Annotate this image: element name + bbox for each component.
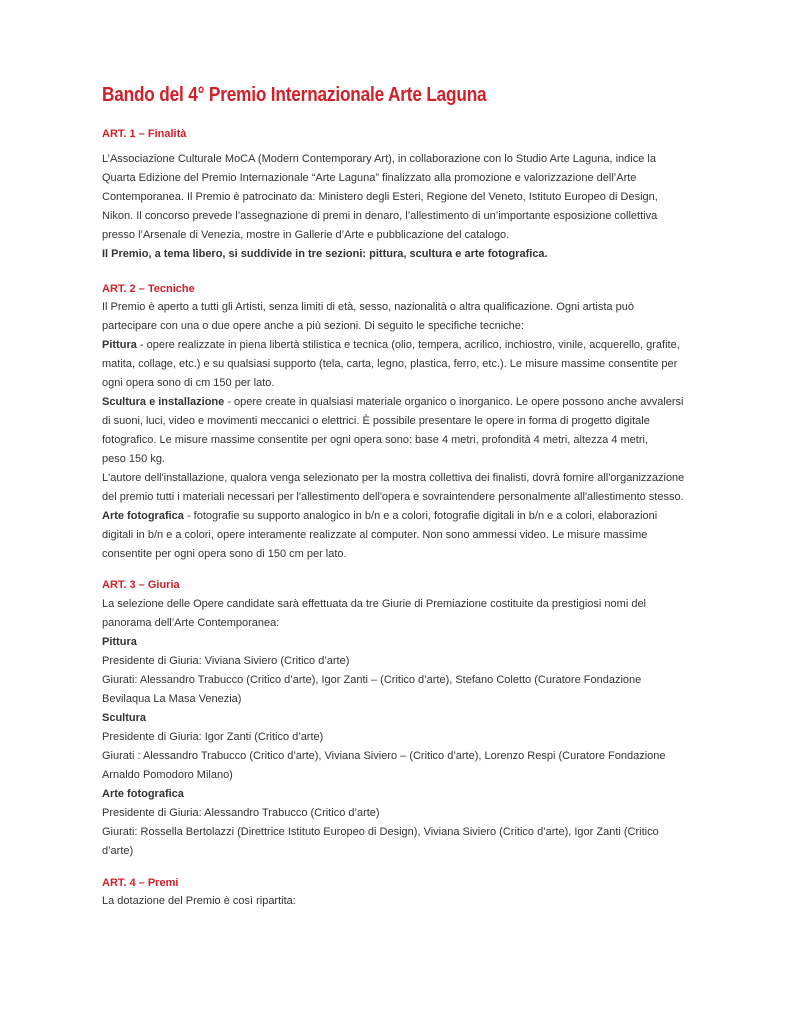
jury-scultura-label: Scultura [102, 712, 147, 724]
art1-line: L’Associazione Culturale MoCA (Modern Contemporary Art), in collaborazione con lo Studio Arte Laguna, indice la [102, 153, 656, 165]
art1-sections-line: Il Premio, a tema libero, si suddivide in tre sezioni: pittura, scultura e arte fotografica. [102, 248, 548, 260]
art2-body [102, 298, 722, 564]
art3-intro-line: La selezione delle Opere candidate sarà effettuata da tre Giurie di Premiazione costituite da prestigiosi nomi del [102, 598, 647, 610]
jury-scultura-line: Presidente di Giuria: Igor Zanti (Critico d’arte) [102, 731, 324, 743]
jury-pittura-label: Pittura [102, 636, 137, 648]
art3-heading: ART. 3 – Giuria [102, 579, 180, 591]
document-title: Bando del 4° Premio Internazionale Arte Laguna [102, 84, 487, 106]
art4-line: La dotazione del Premio è così ripartita: [102, 895, 296, 907]
art2-scultura-line [102, 393, 722, 412]
art2-foto-line: consentite per ogni opera sono di 150 cm per lato. [102, 548, 347, 560]
jury-scultura-line: Giurati : Alessandro Trabucco (Critico d’arte), Viviana Siviero – (Critico d’arte), Lorenzo Respi (Curatore Fondazione [102, 750, 666, 762]
art1-body [102, 150, 722, 264]
scultura-label: Scultura e installazione [102, 396, 225, 408]
art3-intro-line: panorama dell’Arte Contemporanea: [102, 617, 280, 629]
jury-foto-line: Giurati: Rossella Bertolazzi (Direttrice Istituto Europeo di Design), Viviana Siviero (Critico d’arte), Igor Zanti (Critico [102, 826, 659, 838]
jury-foto-line: d’arte) [102, 845, 134, 857]
foto-label: Arte fotografica [102, 510, 184, 522]
pittura-label: Pittura [102, 339, 137, 351]
art4-body [102, 892, 722, 911]
jury-foto-line: Presidente di Giuria: Alessandro Trabucco (Critico d’arte) [102, 807, 380, 819]
art2-scultura-line: peso 150 kg. [102, 453, 165, 465]
scultura-text: - opere create in qualsiasi materiale organico o inorganico. Le opere possono anche avvalersi [224, 396, 684, 408]
art2-intro-line: Il Premio è aperto a tutti gli Artisti, senza limiti di età, sesso, nazionalità o altra qualificazione. Ogni artista può [102, 301, 634, 313]
art2-scultura-line: L'autore dell'installazione, qualora venga selezionato per la mostra collettiva dei finalisti, dovrà fornire all'organizzazione [102, 472, 685, 484]
art1-line: presso l’Arsenale di Venezia, mostre in Gallerie d’Arte e pubblicazione del catalogo. [102, 229, 510, 241]
art2-pittura-line: ogni opera sono di cm 150 per lato. [102, 377, 275, 389]
art4-heading: ART. 4 – Premi [102, 877, 179, 889]
art1-line: Nikon. Il concorso prevede l’assegnazione di premi in denaro, l’allestimento di un’importante esposizione collettiva [102, 210, 658, 222]
art2-heading: ART. 2 – Tecniche [102, 283, 195, 295]
jury-foto-label: Arte fotografica [102, 788, 184, 800]
art2-pittura-line: matita, collage, etc.) e su qualsiasi supporto (tela, carta, legno, plastica, ferro, etc.). Le misure massime consentite per [102, 358, 678, 370]
pittura-text: - opere realizzate in piena libertà stilistica e tecnica (olio, tempera, acrilico, inchiostro, vinile, acquerello, grafite, [136, 339, 680, 351]
art2-scultura-line: fotografico. Le misure massime consentite per ogni opera sono: base 4 metri, profondità 4 metri, altezza 4 metri, [102, 434, 648, 446]
art2-scultura-line: del premio tutti i materiali necessari per l'allestimento dell'opera e sovraintendere personalmente all'allestimento stesso. [102, 491, 684, 503]
jury-pittura-line: Bevilaqua La Masa Venezia) [102, 693, 242, 705]
jury-scultura-line: Arnaldo Pomodoro Milano) [102, 769, 233, 781]
foto-text: - fotografie su supporto analogico in b/n e a colori, fotografie digitali in b/n e a colori, elaborazioni [183, 510, 658, 522]
art2-pittura-line [102, 336, 722, 355]
art2-intro-line: partecipare con una o due opere anche a più sezioni. Di seguito le specifiche tecniche: [102, 320, 524, 332]
art2-foto-line: digitali in b/n e a colori, opere interamente realizzate al computer. Non sono ammessi video. Le misure massime [102, 529, 648, 541]
art1-line: Contemporanea. Il Premio è patrocinato da: Ministero degli Esteri, Regione del Veneto, Istituto Europeo di Design, [102, 191, 658, 203]
art2-foto-line [102, 507, 722, 526]
art3-body [102, 595, 722, 861]
art1-line: Quarta Edizione del Premio Internazionale “Arte Laguna” finalizzato alla promozione e valorizzazione dell’Arte [102, 172, 637, 184]
art1-heading: ART. 1 – Finalità [102, 128, 187, 140]
art2-scultura-line: di suoni, luci, video e movimenti meccanici o elettrici. È possibile presentare le opere in forma di progetto digitale [102, 415, 650, 427]
jury-pittura-line: Presidente di Giuria: Viviana Siviero (Critico d’arte) [102, 655, 350, 667]
jury-pittura-line: Giurati: Alessandro Trabucco (Critico d’arte), Igor Zanti – (Critico d’arte), Stefano Coletto (Curatore Fondazione [102, 674, 642, 686]
